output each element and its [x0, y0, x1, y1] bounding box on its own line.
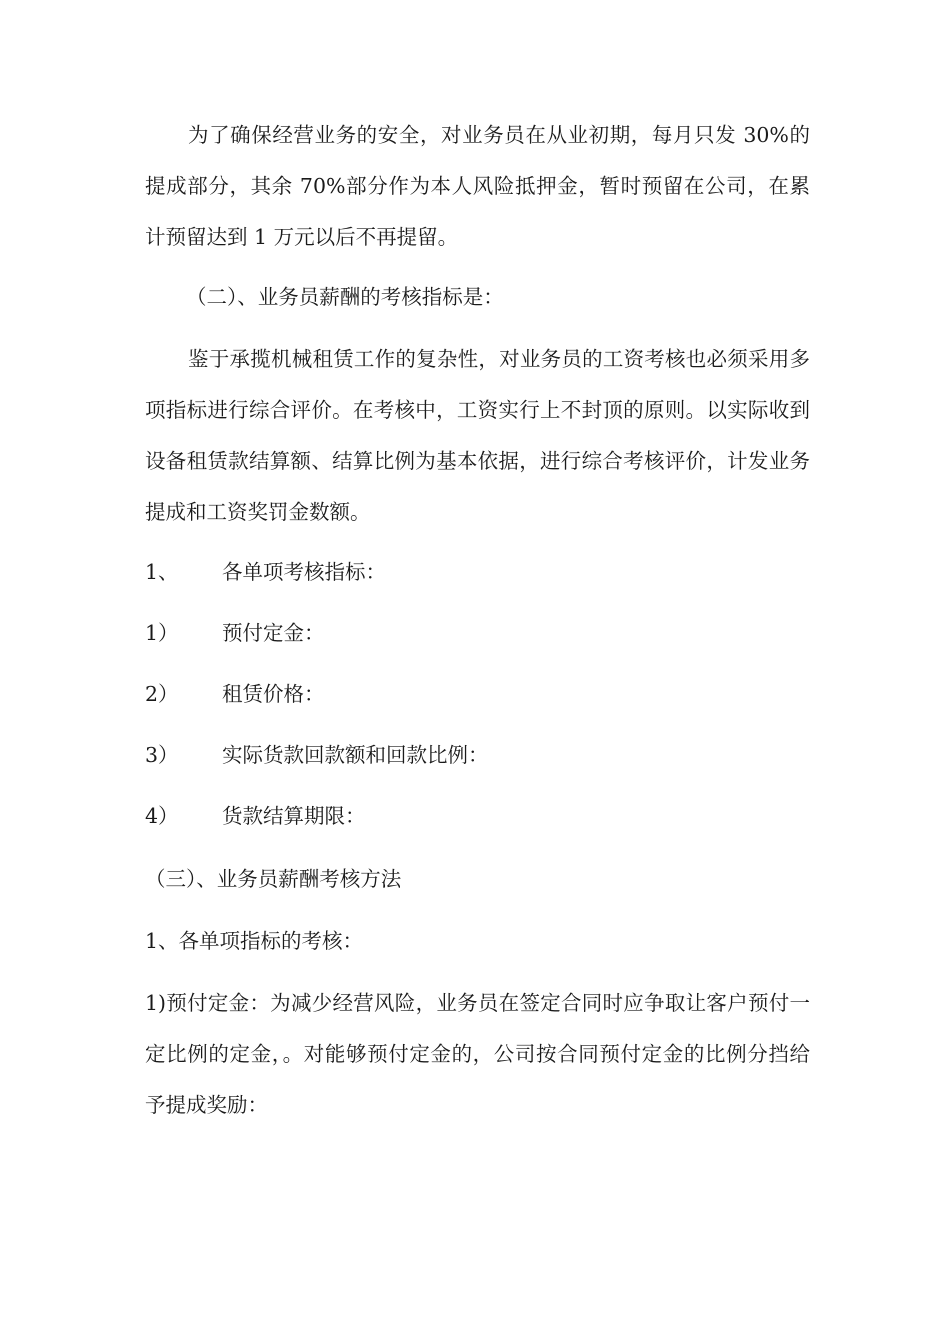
subheading-single-indicator: 1、各单项指标的考核：: [145, 929, 364, 953]
list-item-number: 2）: [145, 682, 179, 706]
list-item-text: 预付定金：: [222, 621, 325, 645]
paragraph-assessment-principle: 鉴于承揽机械租赁工作的复杂性，对业务员的工资考核也必须采用多项指标进行综合评价。在考核中，工资实行上不封顶的原则。以实际收到设备租赁款结算额、结算比例为基本依据，进行综合考核评价，计发业务提成和工资奖罚金数额。: [145, 347, 810, 524]
list-item-number: 1）: [145, 621, 179, 645]
list-item-text: 货款结算期限：: [222, 804, 366, 828]
list-item-number: 1、: [145, 560, 179, 584]
list-item-number: 3）: [145, 743, 179, 767]
paragraph-deposit-retention: 为了确保经营业务的安全，对业务员在从业初期，每月只发 30%的提成部分，其余 70%部分作为本人风险抵押金，暂时预留在公司，在累计预留达到 1 万元以后不再提留。: [145, 123, 810, 249]
list-item-text: 实际货款回款额和回款比例：: [222, 743, 489, 767]
heading-assessment-method: （三）、业务员薪酬考核方法: [145, 867, 402, 891]
list-item-text: 租赁价格：: [222, 682, 325, 706]
list-item-text: 各单项考核指标：: [222, 560, 386, 584]
paragraph-prepaid-deposit: 1)预付定金：为减少经营风险，业务员在签定合同时应争取让客户预付一定比例的定金，。对能够预付定金的，公司按合同预付定金的比例分挡给予提成奖励：: [145, 991, 810, 1117]
list-item-number: 4）: [145, 804, 179, 828]
heading-assessment-indicators: （二）、业务员薪酬的考核指标是：: [186, 285, 504, 309]
